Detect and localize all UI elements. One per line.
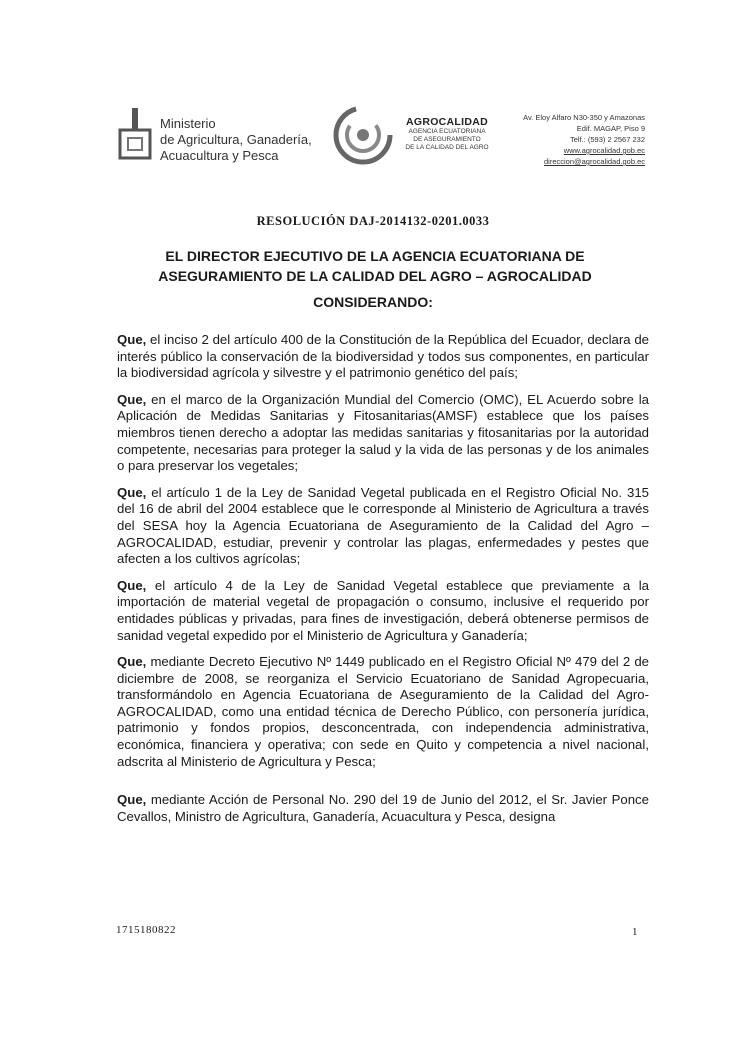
document-body: [117, 332, 649, 835]
ministry-name: [160, 116, 312, 164]
paragraph: [117, 332, 649, 382]
paragraph-lead: Que,: [117, 332, 147, 347]
paragraph-text: mediante Acción de Personal No. 290 del 19 de Junio del 2012, el Sr. Javier Ponce Cevallos, Ministro de Agricultura, Ganadería, Acuacultura y Pesca, designa: [117, 792, 649, 824]
paragraph-text: el artículo 4 de la Ley de Sanidad Vegetal establece que previamente a la importación de material vegetal de propagación o consumo, inclusive el requerido por entidades públicas y privadas, para fines de investigación, deberá obtenerse permisos de sanidad vegetal expedido por el Ministerio de Agricultura y Ganadería;: [117, 577, 649, 643]
contact-block: [505, 112, 645, 167]
paragraph-lead: Que,: [117, 577, 147, 593]
paragraph-lead: Que,: [117, 484, 147, 500]
paragraph: [117, 485, 649, 568]
agrocalidad-logo-icon: [332, 104, 394, 166]
agency-sub-2: DE ASEGURAMIENTO: [413, 136, 481, 143]
agency-name-block: [397, 116, 497, 152]
contact-phone: Telf.: (593) 2 2567 232: [569, 135, 645, 144]
letterhead: [0, 100, 746, 180]
ministry-line-2: de Agricultura, Ganadería,: [160, 132, 312, 147]
paragraph: [117, 578, 649, 644]
page-number: 1: [632, 926, 638, 938]
paragraph-text: el artículo 1 de la Ley de Sanidad Vegetal publicada en el Registro Oficial No. 315 del 16 de abril del 2004 establece que le corresponde al Ministerio de Agricultura a través del SESA hoy la Agencia Ecuatoriana de Aseguramiento de la Calidad del Agro – AGROCALIDAD, estudiar, prevenir y controlar las plagas, enfermedades y pestes que afecten a los cultivos agrícolas;: [117, 484, 649, 567]
paragraph-text: el inciso 2 del artículo 400 de la Constitución de la República del Ecuador, declara de interés público la conservación de la biodiversidad y todos sus componentes, en particular la biodiversidad agrícola y silvestre y el patrimonio genético del país;: [117, 332, 649, 381]
ministry-logo-icon: [118, 108, 152, 160]
contact-building: Edif. MAGAP, Piso 9: [576, 124, 645, 133]
contact-address: Av. Eloy Alfaro N30-350 y Amazonas: [523, 113, 645, 122]
contact-website-link[interactable]: www.agrocalidad.gob.ec: [563, 146, 645, 155]
paragraph-lead: Que,: [117, 391, 147, 407]
paragraph-text: en el marco de la Organización Mundial del Comercio (OMC), EL Acuerdo sobre la Aplicación de Medidas Sanitarias y Fitosanitarias(AMSF) establece que los países miembros tienen derecho a adoptar las medidas sanitarias y fitosanitarias por la autoridad competente, necesarias para proteger la salud y la vida de las personas y de los animales o para preservar los vegetales;: [117, 391, 649, 474]
ministry-line-1: Ministerio: [160, 116, 216, 131]
agency-sub-3: DE LA CALIDAD DEL AGRO: [405, 144, 489, 151]
paragraph-lead: Que,: [117, 654, 147, 670]
paragraph-text: mediante Decreto Ejecutivo Nº 1449 publicado en el Registro Oficial Nº 479 del 2 de diciembre de 2008, se reorganiza el Servicio Ecuatoriano de Sanidad Agropecuaria, transformándolo en Agencia Ecuatoriana de Aseguramiento de la Calidad del Agro- AGROCALIDAD, como una entidad técnica de Derecho Público, con personería jurídica, patrimonio y fondos propios, desconcentrada, con independencia administrativa, económica, financiera y operativa; con sede en Quito y competencia a nivel nacional, adscrita al Ministerio de Agricultura y Pesca;: [117, 654, 649, 769]
agency-sub-1: AGENCIA ECUATORIANA: [408, 128, 486, 135]
paragraph: [117, 654, 649, 770]
paragraph: [117, 392, 649, 475]
contact-email-link[interactable]: direccion@agrocalidad.gob.ec: [543, 157, 645, 166]
considerando-title: CONSIDERANDO:: [313, 294, 433, 310]
paragraph: [117, 792, 649, 825]
resolution-number: RESOLUCIÓN DAJ-2014132-0201.0033: [256, 214, 490, 228]
paragraph-lead: Que,: [117, 792, 147, 808]
document-heading: EL DIRECTOR EJECUTIVO DE LA AGENCIA ECUATORIANA DE ASEGURAMIENTO DE LA CALIDAD DEL AGRO – AGROCALIDAD: [158, 248, 592, 284]
ministry-line-3: Acuacultura y Pesca: [160, 148, 279, 163]
agency-name: AGROCALIDAD: [405, 116, 489, 128]
footer-code: 1715180822: [116, 924, 176, 936]
